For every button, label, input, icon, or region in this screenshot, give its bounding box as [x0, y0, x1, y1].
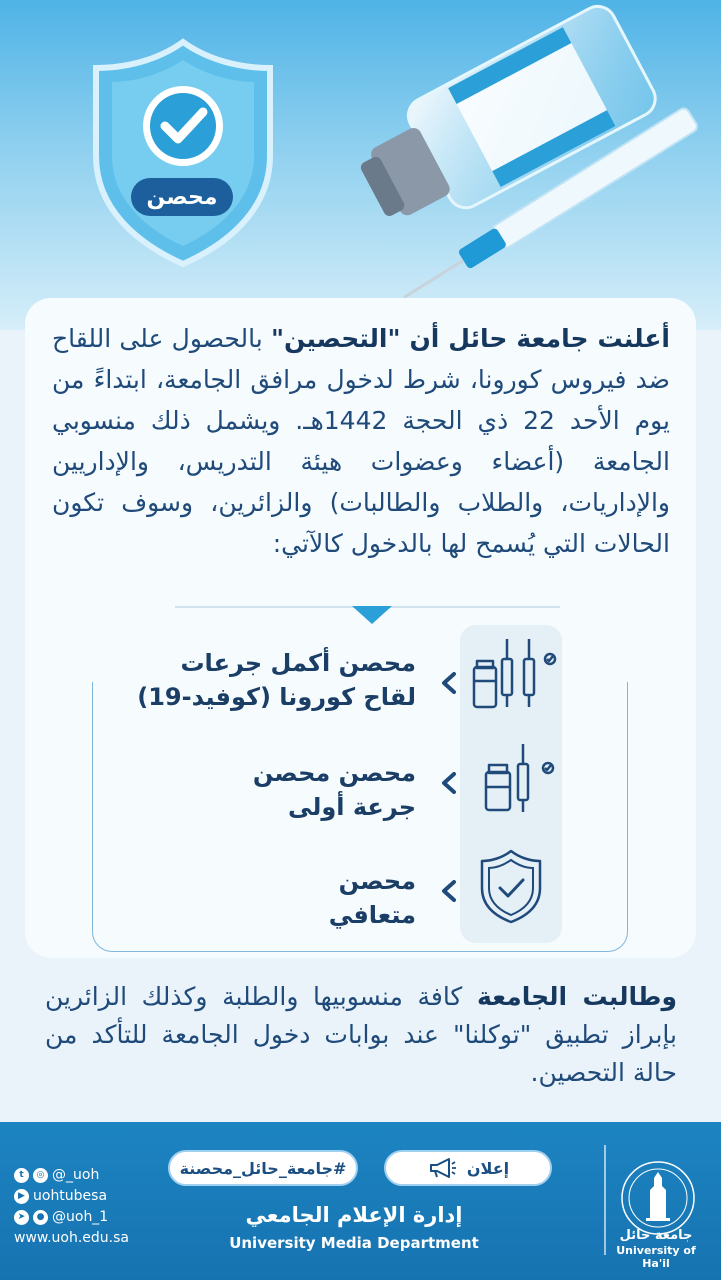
case-line2: جرعة أولى [288, 793, 416, 821]
social-handle: @uoh_1 [52, 1209, 109, 1225]
social-handle: @_uoh [52, 1167, 100, 1183]
website-url: www.uoh.edu.sa [14, 1230, 129, 1246]
closing-paragraph [45, 978, 677, 1092]
intro-bold: أعلنت جامعة حائل أن "التحصين" [270, 324, 670, 353]
instagram-icon: ◎ [33, 1168, 48, 1183]
vaccine-vial-icon [330, 0, 721, 300]
chevron-down-icon [352, 606, 392, 626]
shield-icon [88, 38, 278, 268]
twitter-icon: t [14, 1168, 29, 1183]
megaphone-icon [427, 1157, 457, 1179]
closing-text: كافة منسوبيها والطلبة وكذلك الزائرين بإبراز تطبيق "توكلنا" عند بوابات دخول الجامعة للتأكد من حالة التحصين. [45, 982, 677, 1087]
social-handle: uohtubesa [33, 1188, 108, 1204]
hashtag-pill [168, 1150, 358, 1186]
case-first-dose [136, 756, 416, 824]
website-link[interactable] [14, 1228, 129, 1249]
telegram-icon: ➤ [14, 1210, 29, 1225]
vaccine-single-dose-icon [482, 742, 558, 814]
arrow-left-icon [440, 672, 458, 694]
social-twitter[interactable] [14, 1165, 129, 1186]
closing-bold: وطالبت الجامعة [476, 982, 677, 1011]
youtube-icon: ▶ [14, 1189, 29, 1204]
announcement-pill [384, 1150, 552, 1186]
case-line2: متعافي [328, 901, 416, 929]
hero-banner [0, 0, 721, 330]
university-name-ar: جامعة حائل [619, 1228, 693, 1243]
arrow-left-icon [440, 772, 458, 794]
social-telegram[interactable] [14, 1207, 129, 1228]
intro-paragraph [52, 318, 670, 564]
case-fully-vaccinated [136, 646, 416, 714]
case-line1: محصن محصن [252, 759, 416, 787]
announcement-text: إعلان [466, 1158, 510, 1178]
vaccine-doses-icon [470, 635, 558, 715]
case-line2: لقاح كورونا (كوفيد-19) [137, 683, 416, 711]
case-recovered [136, 864, 416, 932]
intro-text: بالحصول على اللقاح ضد فيروس كورونا، شرط لدخول مرافق الجامعة، ابتداءً من يوم الأحد 22 ذي الحجة 1442هـ. ويشمل ذلك منسوبي الجامعة (أعضاء وعضوات هيئة التدريس، والإداريين والإداريات، والطلاب والطالبات) والزائرين، وسوف تكون الحالات التي يُسمح لها بالدخول كالآتي: [52, 324, 670, 558]
vaccinated-badge: محصن [146, 184, 218, 210]
case-line1: محصن [338, 867, 416, 895]
case-line1: محصن أكمل جرعات [180, 649, 416, 677]
department-name-ar: إدارة الإعلام الجامعي [245, 1203, 463, 1227]
social-links [14, 1165, 129, 1249]
shield-check-icon [478, 848, 544, 924]
department-name-en: University Media Department [229, 1234, 479, 1252]
snapchat-icon: ● [33, 1210, 48, 1225]
university-name-en: University of Ha'il [616, 1244, 696, 1270]
social-youtube[interactable] [14, 1186, 129, 1207]
hashtag-text: #جامعة_حائل_محصنة [179, 1158, 347, 1178]
arrow-left-icon [440, 880, 458, 902]
